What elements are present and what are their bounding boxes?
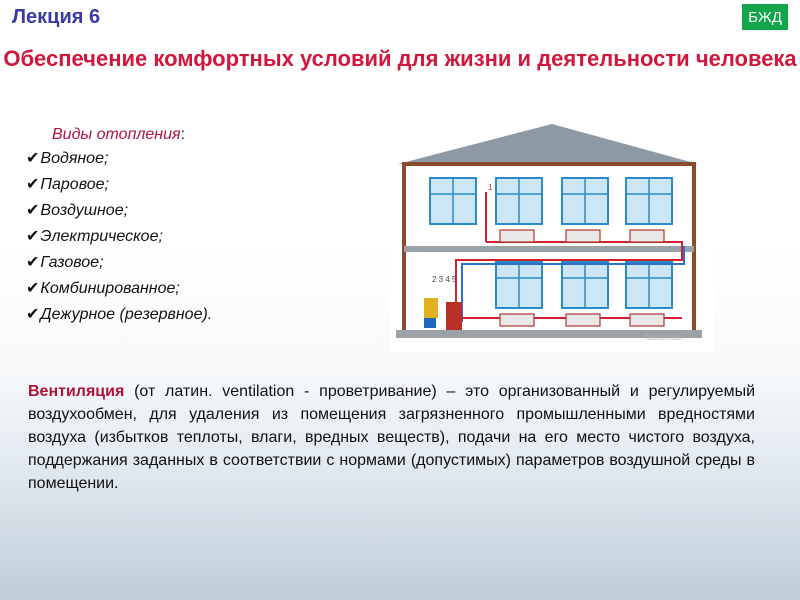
heating-heading — [52, 126, 212, 144]
list-item — [26, 302, 212, 328]
list-item — [26, 276, 212, 302]
pump — [424, 318, 436, 328]
label-1: 1 — [488, 183, 493, 192]
list-item-label: Воздушное; — [40, 202, 129, 219]
page-title: Обеспечение комфортных условий для жизни и деятельности человека — [3, 46, 797, 71]
radiator — [500, 230, 534, 242]
ventilation-paragraph — [28, 380, 755, 495]
floor-slab — [404, 246, 694, 252]
checkmark-icon: ✔ — [26, 176, 40, 193]
checkmark-icon: ✔ — [26, 280, 40, 297]
list-item — [26, 172, 212, 198]
subject-badge: БЖД — [742, 4, 788, 30]
lower-windows — [496, 262, 672, 308]
boiler — [446, 302, 462, 330]
checkmark-icon: ✔ — [26, 306, 40, 323]
list-item-label: Комбинированное; — [40, 280, 180, 297]
heading-colon: : — [180, 126, 186, 143]
list-item-label: Водяное; — [40, 150, 109, 167]
list-item-label: Паровое; — [40, 176, 109, 193]
ventilation-definition: (от латин. ventilation - проветривание) – это организованный и регулируемый воздухообмен, для удаления из помещения загрязненного промышленными вредностями воздуха (избытков теплоты, влаги, вредных веществ), подачи на его место чистого воздуха, поддержания заданных в соответствии с нормами (допустимых) параметров воздушной среды в помещении. — [28, 383, 755, 492]
ventilation-term: Вентиляция — [28, 383, 125, 400]
list-item — [26, 146, 212, 172]
radiator — [500, 314, 534, 326]
list-item — [26, 224, 212, 250]
lecture-label: Лекция 6 — [12, 6, 101, 28]
radiator — [566, 230, 600, 242]
watermark: Techcenter — [644, 333, 684, 342]
list-item — [26, 198, 212, 224]
tank — [424, 298, 438, 318]
heating-section — [26, 126, 212, 328]
list-item-label: Газовое; — [40, 254, 104, 271]
house-heating-illustration — [390, 112, 714, 352]
checkmark-icon: ✔ — [26, 228, 40, 245]
list-item-label: Дежурное (резервное). — [40, 306, 213, 323]
list-item-label: Электрическое; — [40, 228, 163, 245]
labels-2-5: 2 3 4 5 — [432, 275, 457, 284]
checkmark-icon: ✔ — [26, 150, 40, 167]
checkmark-icon: ✔ — [26, 254, 40, 271]
heating-heading-text: Виды отопления — [52, 126, 181, 143]
heating-types-list — [26, 146, 212, 328]
list-item — [26, 250, 212, 276]
radiator — [630, 314, 664, 326]
radiator — [566, 314, 600, 326]
checkmark-icon: ✔ — [26, 202, 40, 219]
radiator — [630, 230, 664, 242]
